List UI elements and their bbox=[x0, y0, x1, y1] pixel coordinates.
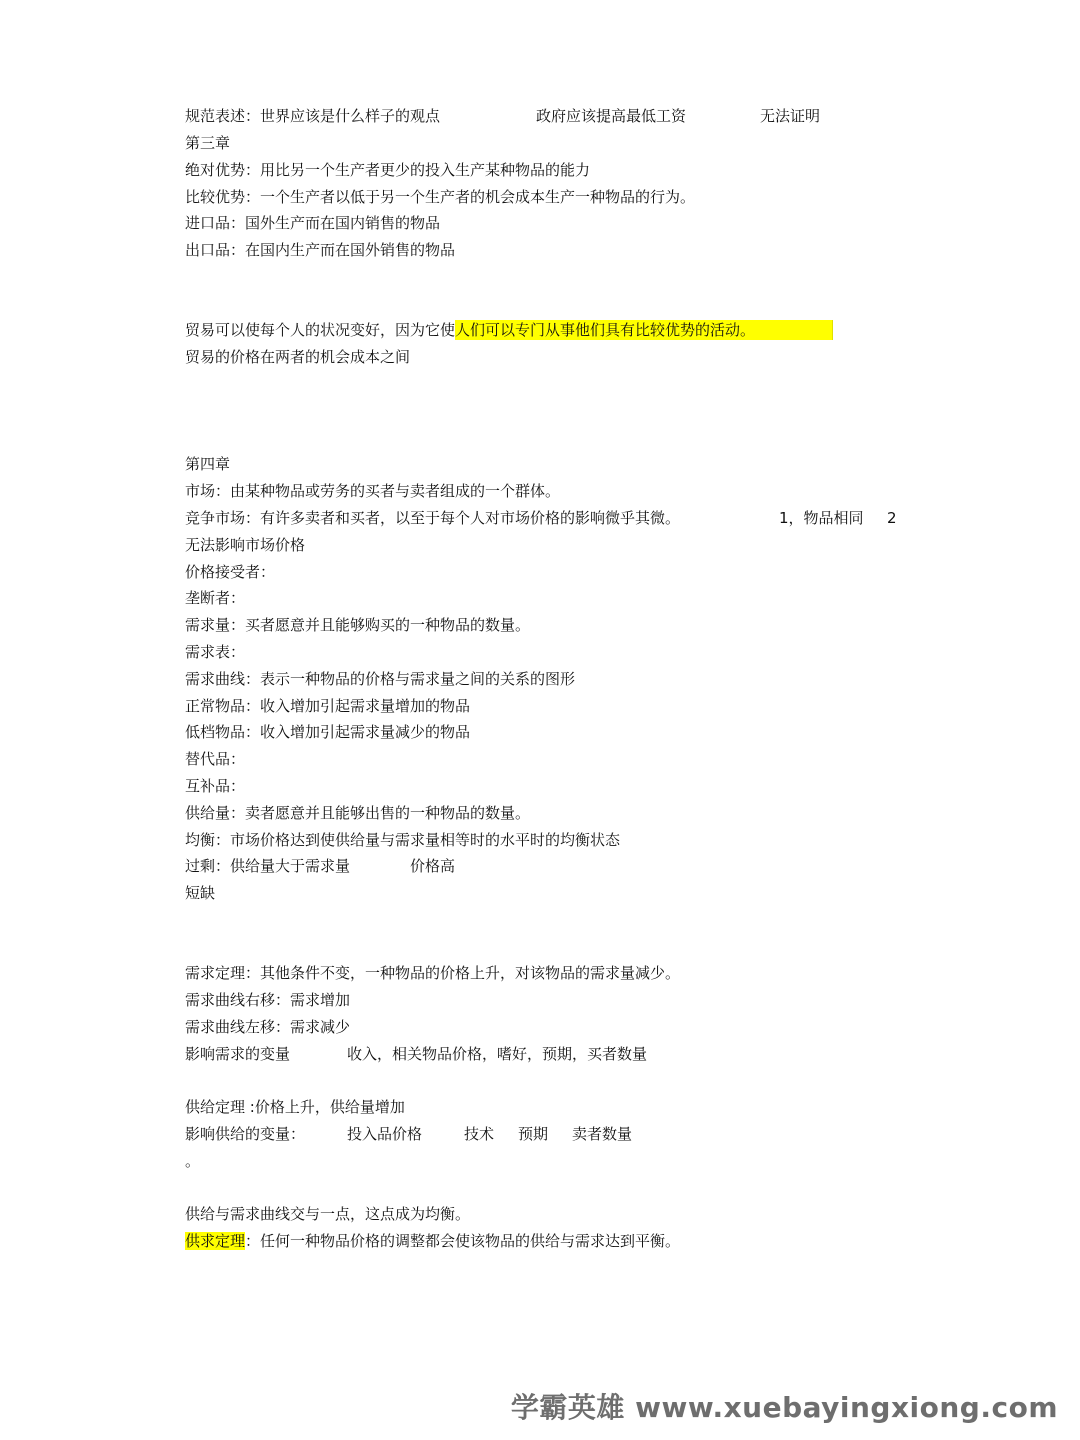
normative-statement-line bbox=[185, 106, 440, 126]
site-watermark: 学霸英雄 www.xuebayingxiong.com bbox=[510, 1391, 1058, 1424]
supply-variable-input-prices: 投入品价格 bbox=[347, 1125, 423, 1143]
shortage-line: 短缺 bbox=[185, 884, 216, 902]
market-definition-line: 市场：由某种物品或劳务的买者与卖者组成的一个群体。 bbox=[185, 482, 561, 500]
equilibrium-intersection-line: 供给与需求曲线交与一点，这点成为均衡。 bbox=[185, 1205, 471, 1223]
substitutes-line: 替代品： bbox=[185, 750, 246, 768]
law-of-demand-line: 需求定理：其他条件不变，一种物品的价格上升，对该物品的需求量减少。 bbox=[185, 964, 681, 982]
competitive-market-line: 竞争市场：有许多卖者和买者，以至于每个人对市场价格的影响微乎其微。 bbox=[185, 509, 681, 527]
supply-variables-label: 影响供给的变量： bbox=[185, 1125, 306, 1143]
supply-variable-expectations: 预期 bbox=[518, 1125, 549, 1143]
normative-example: 政府应该提高最低工资 bbox=[536, 107, 687, 125]
quantity-supplied-line: 供给量：卖者愿意并且能够出售的一种物品的数量。 bbox=[185, 804, 531, 822]
absolute-advantage-line: 绝对优势：用比另一个生产者更少的投入生产某种物品的能力 bbox=[185, 161, 591, 179]
demand-variables-label: 影响需求的变量 bbox=[185, 1045, 291, 1063]
inferior-good-line: 低档物品：收入增加引起需求量减少的物品 bbox=[185, 723, 471, 741]
competitive-market-point-2: 2 bbox=[887, 509, 897, 527]
supply-variable-sellers: 卖者数量 bbox=[572, 1125, 633, 1143]
normative-note: 无法证明 bbox=[760, 107, 821, 125]
chapter-3-heading: 第三章 bbox=[185, 134, 231, 152]
demand-schedule-line: 需求表： bbox=[185, 643, 246, 661]
complements-line: 互补品： bbox=[185, 777, 246, 795]
law-of-supply-line: 供给定理 :价格上升，供给量增加 bbox=[185, 1098, 405, 1116]
normative-definition: 规范表述：世界应该是什么样子的观点 bbox=[185, 107, 441, 125]
demand-shift-left-line: 需求曲线左移：需求减少 bbox=[185, 1018, 351, 1036]
demand-shift-right-line: 需求曲线右移：需求增加 bbox=[185, 991, 351, 1009]
comparative-advantage-line: 比较优势：一个生产者以低于另一个生产者的机会成本生产一种物品的行为。 bbox=[185, 188, 696, 206]
trade-benefit-highlight: 人们可以专门从事他们具有比较优势的活动。 bbox=[455, 320, 833, 340]
equilibrium-line: 均衡：市场价格达到使供给量与需求量相等时的水平时的均衡状态 bbox=[185, 831, 621, 849]
law-of-supply-demand-text: ：任何一种物品价格的调整都会使该物品的供给与需求达到平衡。 bbox=[245, 1232, 681, 1250]
monopolist-line: 垄断者： bbox=[185, 589, 246, 607]
supply-variable-technology: 技术 bbox=[464, 1125, 495, 1143]
law-of-supply-demand-highlight: 供求定理 bbox=[185, 1232, 246, 1250]
normal-good-line: 正常物品：收入增加引起需求量增加的物品 bbox=[185, 697, 471, 715]
demand-variables-list: 收入，相关物品价格，嗜好，预期，买者数量 bbox=[347, 1045, 648, 1063]
trade-price-line: 贸易的价格在两者的机会成本之间 bbox=[185, 348, 411, 366]
chapter-4-heading: 第四章 bbox=[185, 455, 231, 473]
trade-benefit-line bbox=[185, 320, 833, 340]
imports-line: 进口品：国外生产而在国内销售的物品 bbox=[185, 214, 441, 232]
price-taker-line: 价格接受者： bbox=[185, 563, 276, 581]
period-line: 。 bbox=[185, 1152, 201, 1170]
law-of-supply-demand-line bbox=[185, 1231, 680, 1251]
exports-line: 出口品：在国内生产而在国外销售的物品 bbox=[185, 241, 456, 259]
competitive-market-continuation: 无法影响市场价格 bbox=[185, 536, 306, 554]
trade-benefit-text: 贸易可以使每个人的状况变好，因为它使 bbox=[185, 321, 456, 339]
demand-curve-line: 需求曲线：表示一种物品的价格与需求量之间的关系的图形 bbox=[185, 670, 576, 688]
surplus-line: 过剩：供给量大于需求量 bbox=[185, 857, 351, 875]
surplus-note: 价格高 bbox=[410, 857, 456, 875]
quantity-demanded-line: 需求量：买者愿意并且能够购买的一种物品的数量。 bbox=[185, 616, 531, 634]
competitive-market-point-1: 1，物品相同 bbox=[779, 509, 864, 527]
